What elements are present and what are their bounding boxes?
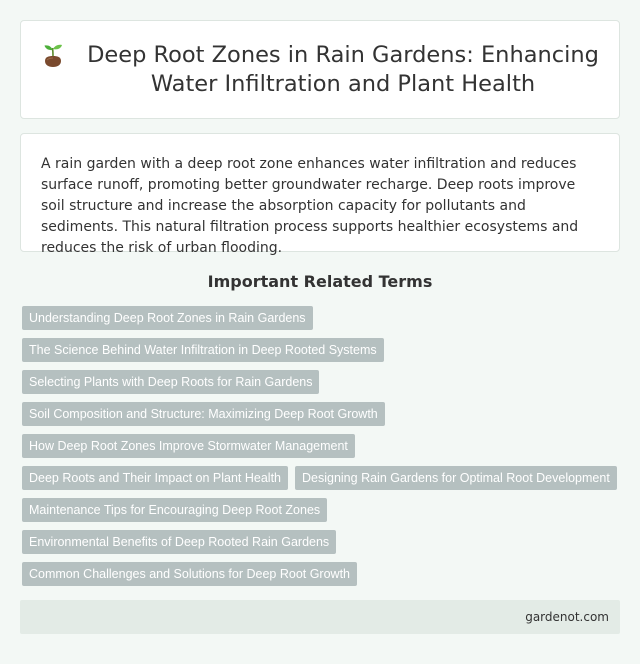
related-term-tag[interactable]: Designing Rain Gardens for Optimal Root Development xyxy=(295,466,617,490)
sprout-icon xyxy=(41,43,65,69)
related-term-tag[interactable]: Understanding Deep Root Zones in Rain Gardens xyxy=(22,306,313,330)
page xyxy=(20,20,620,634)
summary-text: A rain garden with a deep root zone enhances water infiltration and reduces surface runoff, promoting better groundwater recharge. Deep roots improve soil structure and increase the absorption capacity for pollutants and sediments. This natural filtration process supports healthier ecosystems and reduces the risk of urban flooding. xyxy=(41,156,579,256)
title-card xyxy=(20,20,620,119)
related-term-tag[interactable]: Common Challenges and Solutions for Deep Root Growth xyxy=(22,562,357,586)
related-term-tag[interactable]: Environmental Benefits of Deep Rooted Rain Gardens xyxy=(22,530,336,554)
summary-card xyxy=(20,133,620,256)
site-link[interactable]: gardenot.com xyxy=(525,610,609,624)
related-term-tag[interactable]: Deep Roots and Their Impact on Plant Health xyxy=(22,466,288,490)
footer xyxy=(20,600,620,634)
related-terms-list xyxy=(20,306,620,586)
related-term-tag[interactable]: Maintenance Tips for Encouraging Deep Root Zones xyxy=(22,498,327,522)
related-terms-heading: Important Related Terms xyxy=(207,272,433,291)
related-term-tag[interactable]: How Deep Root Zones Improve Stormwater Management xyxy=(22,434,355,458)
page-title: Deep Root Zones in Rain Gardens: Enhancing Water Infiltration and Plant Health xyxy=(87,41,599,97)
related-term-tag[interactable]: Soil Composition and Structure: Maximizing Deep Root Growth xyxy=(22,402,385,426)
related-term-tag[interactable]: Selecting Plants with Deep Roots for Rain Gardens xyxy=(22,370,319,394)
title-row xyxy=(41,41,599,99)
related-term-tag[interactable]: The Science Behind Water Infiltration in Deep Rooted Systems xyxy=(22,338,384,362)
